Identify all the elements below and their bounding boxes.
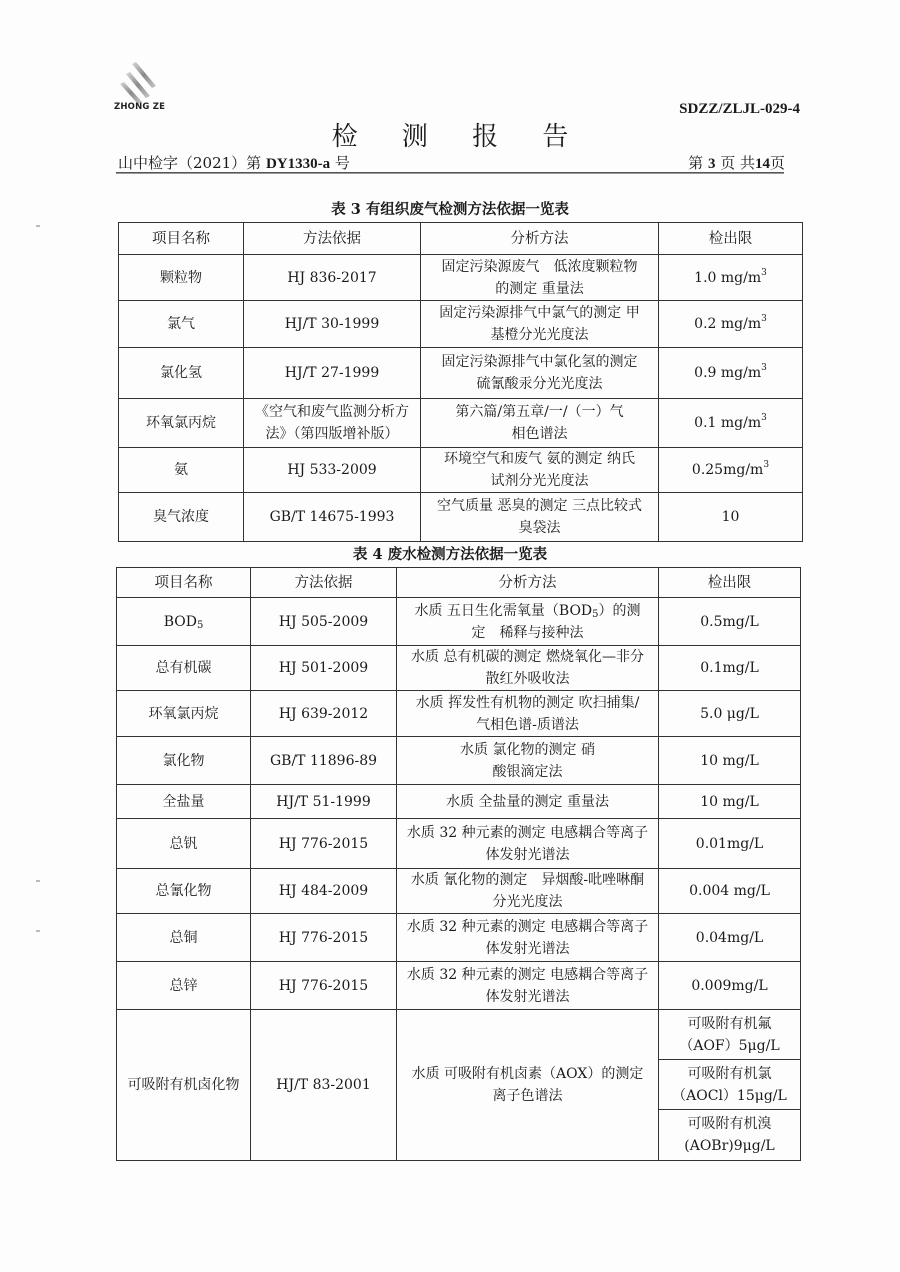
cell-limit: 10 mg/L <box>659 737 801 785</box>
cell-limit: $0.25mg/m^3$ <box>659 448 803 493</box>
table-row <box>117 914 801 962</box>
cell-item: 可吸附有机卤化物 <box>117 1010 251 1161</box>
cell-item: 氯化物 <box>117 737 251 785</box>
cell-standard: HJ 505-2009 <box>251 598 397 646</box>
report-number <box>118 152 350 173</box>
table-row <box>119 348 803 399</box>
logo-text: ZHONG ZE <box>114 102 166 112</box>
cell-limit: 0.2 $mg/m^3$ <box>659 301 803 348</box>
cell-item: 总钒 <box>117 819 251 869</box>
cell-method: 水质 32 种元素的测定 电感耦合等离子体发射光谱法 <box>397 962 659 1010</box>
cell-standard: GB/T 11896-89 <box>251 737 397 785</box>
table4-wastewater-methods <box>116 567 801 1161</box>
table-row <box>117 962 801 1010</box>
cell-standard: 《空气和废气监测分析方法》（第四版增补版） <box>244 399 421 448</box>
page-title: 检 测 报 告 <box>331 122 587 152</box>
cell-standard: HJ/T 83-2001 <box>251 1010 397 1161</box>
cell-method: 水质 可吸附有机卤素（AOX）的测定 离子色谱法 <box>397 1010 659 1161</box>
cell-standard: HJ 639-2012 <box>251 691 397 737</box>
cell-item: 总氰化物 <box>117 869 251 914</box>
cell-item: $BOD_5$ <box>117 598 251 646</box>
cell-method: 水质 32 种元素的测定 电感耦合等离子体发射光谱法 <box>397 914 659 962</box>
scan-mark <box>36 930 40 932</box>
cell-item: 颗粒物 <box>119 255 244 301</box>
table-row <box>117 869 801 914</box>
table-row <box>119 448 803 493</box>
cell-limit-aobr: 可吸附有机溴(AOBr)9μg/L <box>659 1110 801 1161</box>
cell-limit: 10 mg/L <box>659 785 801 819</box>
cell-method: 环境空气和废气 氨的测定 纳氏试剂分光光度法 <box>421 448 659 493</box>
cell-method: 水质 五日生化需氧量$(BOD_5)$的测定 稀释与接种法 <box>397 598 659 646</box>
report-number-suffix: 号 <box>330 154 350 172</box>
cell-item: 氨 <box>119 448 244 493</box>
cell-limit: 0.009mg/L <box>659 962 801 1010</box>
cell-standard: HJ 836-2017 <box>244 255 421 301</box>
cell-standard: GB/T 14675-1993 <box>244 493 421 542</box>
page-suffix: 页 <box>769 154 785 172</box>
header-divider <box>116 172 784 174</box>
table-row <box>117 819 801 869</box>
cell-item: 环氧氯丙烷 <box>117 691 251 737</box>
cell-standard: HJ 501-2009 <box>251 646 397 691</box>
cell-limit: 0.01mg/L <box>659 819 801 869</box>
cell-method: 水质 全盐量的测定 重量法 <box>397 785 659 819</box>
report-number-prefix: 山中检字（2021）第 <box>118 154 266 172</box>
page-prefix: 第 <box>688 154 708 172</box>
cell-limit: 0.9 $mg/m^3$ <box>659 348 803 399</box>
page-mid: 页 共 <box>715 154 755 172</box>
cell-limit: 0.1 $mg/m^3$ <box>659 399 803 448</box>
table-row <box>117 646 801 691</box>
cell-standard: HJ 533-2009 <box>244 448 421 493</box>
cell-method: 水质 32 种元素的测定 电感耦合等离子体发射光谱法 <box>397 819 659 869</box>
cell-limit: 0.1mg/L <box>659 646 801 691</box>
col-header-standard: 方法依据 <box>251 568 397 598</box>
cell-item: 环氧氯丙烷 <box>119 399 244 448</box>
table-row-aox <box>117 1010 801 1060</box>
cell-standard: HJ/T 30-1999 <box>244 301 421 348</box>
table3-header-row <box>119 223 803 255</box>
table-row <box>119 399 803 448</box>
table-row <box>117 598 801 646</box>
table-row <box>117 737 801 785</box>
scan-mark <box>36 225 40 227</box>
cell-item: 总铜 <box>117 914 251 962</box>
document-code: SDZZ/ZLJL-029-4 <box>679 101 800 117</box>
report-number-code: DY1330-a <box>265 156 331 172</box>
table-row <box>117 785 801 819</box>
col-header-standard: 方法依据 <box>244 223 421 255</box>
cell-method: 水质 挥发性有机物的测定 吹扫捕集/气相色谱-质谱法 <box>397 691 659 737</box>
col-header-method: 分析方法 <box>397 568 659 598</box>
cell-standard: HJ 776-2015 <box>251 819 397 869</box>
cell-method: 固定污染源排气中氯化氢的测定 硫氰酸汞分光光度法 <box>421 348 659 399</box>
col-header-method: 分析方法 <box>421 223 659 255</box>
cell-item: 氯化氢 <box>119 348 244 399</box>
cell-method: 水质 总有机碳的测定 燃烧氧化—非分散红外吸收法 <box>397 646 659 691</box>
cell-method: 固定污染源排气中氯气的测定 甲基橙分光光度法 <box>421 301 659 348</box>
col-header-limit: 检出限 <box>659 223 803 255</box>
cell-limit: 0.04mg/L <box>659 914 801 962</box>
cell-limit: 0.004 mg/L <box>659 869 801 914</box>
table3-exhaust-gas-methods <box>118 222 803 542</box>
cell-item: 总锌 <box>117 962 251 1010</box>
scan-mark <box>36 880 40 882</box>
cell-method: 固定污染源废气 低浓度颗粒物的测定 重量法 <box>421 255 659 301</box>
cell-item: 全盐量 <box>117 785 251 819</box>
table4-caption: 表 4 废水检测方法依据一览表 <box>352 546 548 563</box>
cell-method: 第六篇/第五章/一/（一）气相色谱法 <box>421 399 659 448</box>
cell-limit-aocl: 可吸附有机氯（AOCl）15μg/L <box>659 1060 801 1110</box>
page-total: 14 <box>754 156 770 172</box>
cell-limit-aof: 可吸附有机氟（AOF）5μg/L <box>659 1010 801 1060</box>
cell-standard: HJ 776-2015 <box>251 914 397 962</box>
col-header-item: 项目名称 <box>119 223 244 255</box>
cell-limit: 10 <box>659 493 803 542</box>
table-row <box>119 255 803 301</box>
cell-standard: HJ/T 51-1999 <box>251 785 397 819</box>
page-current: 3 <box>707 156 716 172</box>
cell-limit: 5.0 μg/L <box>659 691 801 737</box>
cell-limit: 0.5mg/L <box>659 598 801 646</box>
page-info <box>620 152 785 173</box>
cell-item: 总有机碳 <box>117 646 251 691</box>
cell-item: 氯气 <box>119 301 244 348</box>
col-header-limit: 检出限 <box>659 568 801 598</box>
table-row <box>119 301 803 348</box>
cell-standard: HJ 484-2009 <box>251 869 397 914</box>
cell-standard: HJ/T 27-1999 <box>244 348 421 399</box>
cell-item: 臭气浓度 <box>119 493 244 542</box>
cell-standard: HJ 776-2015 <box>251 962 397 1010</box>
table3-caption: 表 3 有组织废气检测方法依据一览表 <box>331 201 569 218</box>
table4-header-row <box>117 568 801 598</box>
cell-method: 水质 氯化物的测定 硝酸银滴定法 <box>397 737 659 785</box>
cell-limit: 1.0 $mg/m^3$ <box>659 255 803 301</box>
cell-method: 空气质量 恶臭的测定 三点比较式臭袋法 <box>421 493 659 542</box>
cell-method: 水质 氰化物的测定 异烟酸-吡唑啉酮分光光度法 <box>397 869 659 914</box>
col-header-item: 项目名称 <box>117 568 251 598</box>
table-row <box>119 493 803 542</box>
table-row <box>117 691 801 737</box>
